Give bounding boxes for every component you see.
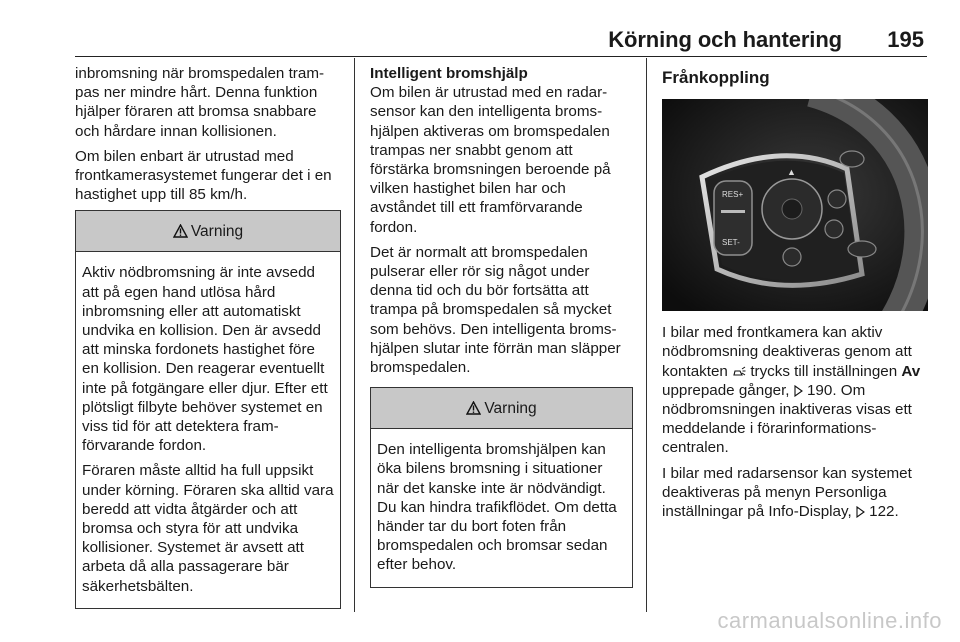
column-1	[75, 64, 341, 609]
col2-paragraph-1: Om bilen är utrustad med en radarsensor kan den intelligenta bromshjälpen aktiveras om bromspedalen trampas ner snabbt genom att förstärka bromsningen beroende på vilken hastighet bilen har och avståndet till ett framförvarande fordon.	[370, 84, 611, 236]
column-2	[370, 64, 633, 588]
col1-paragraph-2: Om bilen enbart är utrustad med frontkamerasystemet fungerar det i en hastighet upp till 85 km/h.	[75, 147, 332, 204]
collision-alert-car-icon	[732, 366, 746, 378]
column-divider-1	[354, 58, 355, 612]
page-reference-arrow-icon	[856, 506, 865, 518]
warning-2-paragraph-1: Den intelligenta bromshjälpen kan öka bilens bromsning i situationer när det kanske inte är nödvändigt. Du kan hindra trafikflödet. Om detta händer tar du bort foten från bromspedalen och bromsar sedan efter behov.	[377, 441, 617, 574]
steering-wheel-controls-photo	[662, 99, 928, 311]
warning-header	[371, 388, 632, 429]
set-label: SET-	[722, 238, 740, 248]
page-ref-190[interactable]: 190	[806, 381, 833, 399]
warning-label: Varning	[190, 222, 244, 240]
warning-box-1	[75, 210, 341, 608]
col3-paragraph-1: I bilar med frontkamera kan aktiv nödbromsning deaktiveras genom att kontakten trycks till inställningen Av upprepade gånger, 190. Om nödbromsningen inaktiveras visas ett meddelande i förarinformationscentralen.	[662, 324, 921, 457]
intelligent-brake-assist-heading: Intelligent bromshjälp	[370, 65, 528, 82]
disengage-heading: Frånkoppling	[662, 68, 770, 87]
warning-triangle-icon	[173, 224, 188, 238]
page-header	[0, 0, 960, 56]
col2-paragraph-2: Det är normalt att bromspedalen pulserar eller rör sig något under denna tid och du bör fortsätta att trampa på bromspedalen så mycket som behövs. Den intelligenta bromshjälpen slutar inte förrän man släpper bromspedalen.	[370, 243, 621, 377]
warning-label: Varning	[484, 399, 537, 417]
page-reference-arrow-icon	[794, 385, 803, 397]
warning-1-paragraph-2: Föraren måste alltid ha full uppsikt under körning. Föraren ska alltid vara beredd att vidta åtgärder och att bromsa och styra för att undvika kollisioner. Systemet är avsett att arbeta då alla passagerare bär säkerhetsbälten.	[82, 462, 334, 595]
warning-1-paragraph-1: Aktiv nödbromsning är inte avsedd att på egen hand utlösa hård inbromsning eller att automatiskt undvika en kollision. Den är avsedd att minska fordonets hastighet före en kollision. Den reagerar eventuellt inte på fotgängare eller djur. Efter ett plötsligt filbyte behöver systemet en viss tid för att detektera framförvarande fordon.	[82, 264, 328, 455]
page-number: 195	[887, 27, 924, 52]
svg-text:▲: ▲	[787, 167, 796, 178]
warning-header	[76, 211, 340, 252]
warning-body	[76, 252, 340, 607]
header-rule	[75, 56, 927, 57]
watermark: carmanualsonline.info	[717, 608, 942, 633]
column-3	[662, 64, 928, 527]
res-label: RES+	[722, 190, 744, 200]
column-divider-2	[646, 58, 647, 612]
col3-paragraph-2: I bilar med radarsensor kan systemet deaktiveras på menyn Personliga inställningar på Info-Display, 122.	[662, 464, 912, 521]
setting-off-label: Av	[901, 362, 921, 380]
chapter-title: Körning och hantering	[608, 27, 842, 52]
warning-body	[371, 429, 632, 586]
page-ref-122[interactable]: 122	[869, 503, 895, 521]
col1-paragraph-1: inbromsning när bromspedalen trampas ner mindre hårt. Denna funktion hjälper föraren att bromsa snabbare och hårdare innan kollisionen.	[75, 65, 325, 140]
warning-triangle-icon	[466, 401, 481, 415]
warning-box-2	[370, 387, 633, 587]
